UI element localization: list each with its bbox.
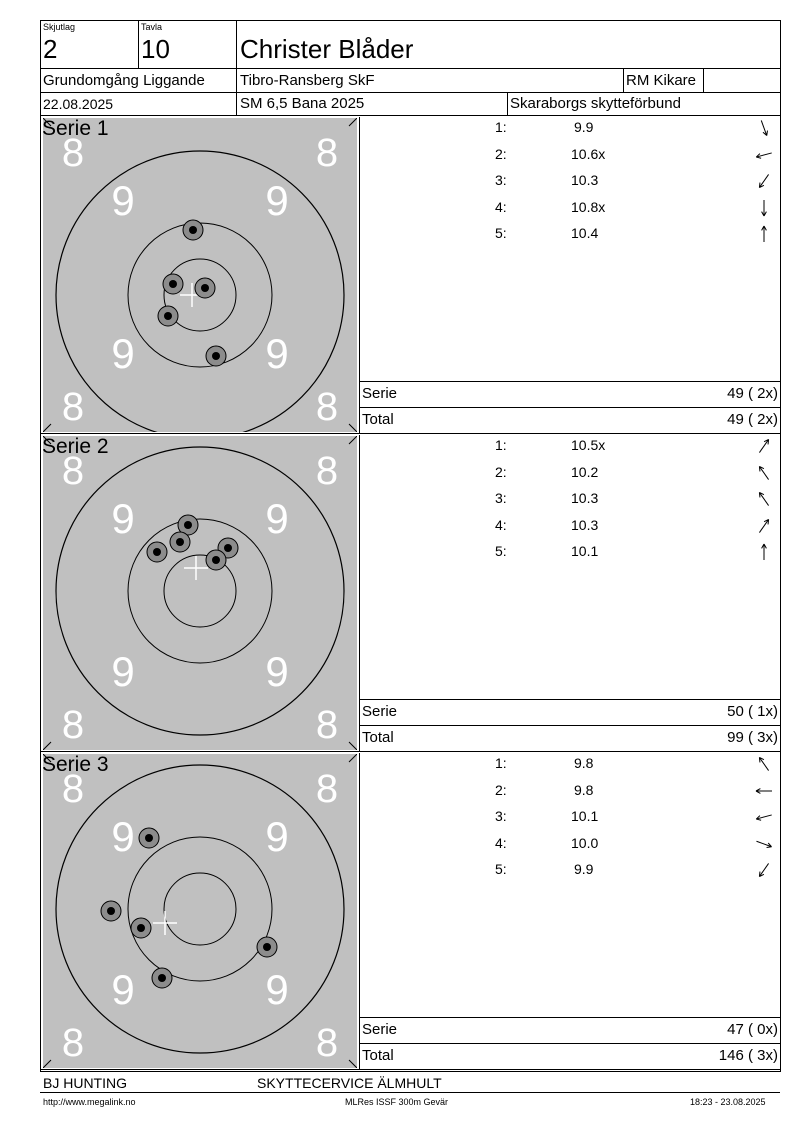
shot-mark-4 bbox=[158, 306, 178, 326]
label-8-tl: 8 bbox=[61, 449, 85, 493]
sponsor-left: BJ HUNTING bbox=[43, 1075, 127, 1091]
shot-value: 10.4 bbox=[571, 225, 599, 241]
direction-arrow-icon bbox=[753, 859, 775, 881]
label-8-bl: 8 bbox=[61, 703, 85, 747]
series-title: Serie 2 bbox=[42, 435, 109, 458]
class-name: Grundomgång Liggande bbox=[43, 72, 205, 89]
shot-mark-5 bbox=[206, 550, 226, 570]
target-background bbox=[43, 754, 357, 1068]
label-9-tr: 9 bbox=[265, 495, 289, 542]
skjutlag-value: 2 bbox=[43, 34, 58, 64]
direction-arrow-icon bbox=[753, 197, 775, 219]
shot-index: 2: bbox=[495, 145, 507, 162]
series-separator bbox=[40, 751, 780, 752]
shot-index: 3: bbox=[495, 490, 507, 506]
header-div-1 bbox=[138, 20, 139, 68]
shot-mark-3 bbox=[131, 918, 151, 938]
skjutlag-label: Skjutlag bbox=[43, 22, 76, 32]
direction-arrow-icon bbox=[753, 515, 775, 537]
series-divider bbox=[359, 753, 360, 1069]
shot-index: 4: bbox=[495, 834, 507, 851]
label-9-tr: 9 bbox=[265, 177, 289, 224]
shot-row bbox=[495, 437, 780, 457]
label-8-bl: 8 bbox=[61, 385, 85, 429]
direction-arrow-icon bbox=[753, 462, 775, 484]
label-9-tl: 9 bbox=[111, 177, 135, 224]
shot-index: 1: bbox=[495, 755, 507, 771]
label-9-br: 9 bbox=[265, 966, 289, 1013]
shot-mark-2 bbox=[163, 274, 183, 294]
serie-line bbox=[359, 699, 780, 700]
label-8-tl: 8 bbox=[61, 131, 85, 175]
shot-mark-4 bbox=[257, 937, 277, 957]
shooter-name: Christer Blåder bbox=[240, 34, 414, 64]
sponsor-right: SKYTTECERVICE ÄLMHULT bbox=[257, 1075, 442, 1091]
shot-value: 10.3 bbox=[571, 172, 599, 188]
label-9-bl: 9 bbox=[111, 648, 135, 695]
shot-row bbox=[495, 490, 780, 510]
shot-row bbox=[495, 835, 780, 855]
direction-arrow-icon bbox=[753, 117, 775, 139]
label-8-br: 8 bbox=[315, 703, 339, 747]
shot-row bbox=[495, 199, 780, 219]
direction-arrow-icon bbox=[753, 435, 775, 457]
direction-arrow-icon bbox=[753, 144, 775, 166]
total-line bbox=[359, 1043, 780, 1044]
shot-index: 3: bbox=[495, 808, 507, 824]
label-9-br: 9 bbox=[265, 330, 289, 377]
shot-mark-5 bbox=[206, 346, 226, 366]
direction-arrow-icon bbox=[753, 541, 775, 563]
shot-value: 9.9 bbox=[574, 119, 594, 135]
series-title: Serie 3 bbox=[42, 753, 109, 776]
series-divider bbox=[359, 435, 360, 751]
label-9-br: 9 bbox=[265, 648, 289, 695]
shot-row bbox=[495, 146, 780, 166]
footer-line-1 bbox=[40, 1071, 780, 1072]
series-title: Serie 1 bbox=[42, 117, 109, 140]
shot-value: 10.6x bbox=[571, 145, 606, 162]
shot-row bbox=[495, 861, 780, 881]
header-line-3 bbox=[40, 115, 780, 116]
target-background bbox=[43, 118, 357, 432]
total-label: Total bbox=[362, 1047, 394, 1064]
label-9-tl: 9 bbox=[111, 495, 135, 542]
shot-index: 5: bbox=[495, 225, 507, 241]
shot-index: 4: bbox=[495, 516, 507, 533]
serie-value: 47 ( 0x) bbox=[727, 1021, 778, 1038]
competition-name: SM 6,5 Bana 2025 bbox=[240, 95, 365, 112]
shot-row bbox=[495, 517, 780, 537]
shot-mark-2 bbox=[170, 532, 190, 552]
shot-row bbox=[495, 225, 780, 245]
shot-row bbox=[495, 172, 780, 192]
serie-label: Serie bbox=[362, 703, 398, 720]
shot-index: 1: bbox=[495, 119, 507, 135]
direction-arrow-icon bbox=[753, 488, 775, 510]
shot-row bbox=[495, 808, 780, 828]
serie-line bbox=[359, 381, 780, 382]
total-value: 49 ( 2x) bbox=[727, 411, 778, 428]
serie-label: Serie bbox=[362, 1021, 398, 1038]
shot-mark-1 bbox=[183, 220, 203, 240]
shot-index: 2: bbox=[495, 463, 507, 480]
label-8-bl: 8 bbox=[61, 1021, 85, 1065]
label-8-br: 8 bbox=[315, 1021, 339, 1065]
shot-value: 10.2 bbox=[571, 463, 599, 480]
direction-arrow-icon bbox=[753, 753, 775, 775]
shot-row bbox=[495, 464, 780, 484]
total-value: 146 ( 3x) bbox=[718, 1047, 778, 1064]
target-2 bbox=[43, 436, 357, 750]
total-line bbox=[359, 725, 780, 726]
series-divider bbox=[359, 117, 360, 433]
label-9-bl: 9 bbox=[111, 330, 135, 377]
shot-index: 5: bbox=[495, 543, 507, 559]
shot-row bbox=[495, 755, 780, 775]
serie-label: Serie bbox=[362, 385, 398, 402]
shot-value: 10.5x bbox=[571, 437, 606, 453]
shot-index: 1: bbox=[495, 437, 507, 453]
club-name: Tibro-Ransberg SkF bbox=[240, 72, 375, 89]
total-label: Total bbox=[362, 411, 394, 428]
shot-value: 9.9 bbox=[574, 861, 594, 877]
label-9-bl: 9 bbox=[111, 966, 135, 1013]
total-line bbox=[359, 407, 780, 408]
header-div-3 bbox=[623, 68, 624, 92]
shot-mark-1 bbox=[139, 828, 159, 848]
target-3 bbox=[43, 754, 357, 1068]
label-8-br: 8 bbox=[315, 385, 339, 429]
frame-left bbox=[40, 20, 41, 1072]
header-line-1 bbox=[40, 68, 780, 69]
direction-arrow-icon bbox=[753, 780, 775, 802]
shot-value: 10.1 bbox=[571, 543, 599, 559]
target-background bbox=[43, 436, 357, 750]
target-1 bbox=[43, 118, 357, 432]
shot-value: 10.3 bbox=[571, 516, 599, 533]
shot-value: 9.8 bbox=[574, 755, 594, 771]
serie-value: 50 ( 1x) bbox=[727, 703, 778, 720]
frame-right bbox=[780, 20, 781, 1072]
series-separator bbox=[40, 433, 780, 434]
shot-mark-3 bbox=[195, 278, 215, 298]
shot-value: 10.3 bbox=[571, 490, 599, 506]
direction-arrow-icon bbox=[753, 806, 775, 828]
footer-software: MLRes ISSF 300m Gevär bbox=[345, 1097, 449, 1107]
shot-row bbox=[495, 782, 780, 802]
shot-row bbox=[495, 543, 780, 563]
header-div-4 bbox=[703, 68, 704, 92]
direction-arrow-icon bbox=[753, 223, 775, 245]
total-value: 99 ( 3x) bbox=[727, 729, 778, 746]
label-9-tl: 9 bbox=[111, 813, 135, 860]
shot-value: 10.0 bbox=[571, 834, 599, 851]
sight-type: RM Kikare bbox=[626, 72, 697, 89]
shot-value: 10.8x bbox=[571, 198, 606, 215]
footer-url[interactable]: http://www.megalink.no bbox=[43, 1097, 136, 1107]
footer-timestamp: 18:23 - 23.08.2025 bbox=[690, 1097, 766, 1107]
header-line-2 bbox=[40, 92, 780, 93]
shot-value: 10.1 bbox=[571, 808, 599, 824]
frame-top bbox=[40, 20, 780, 21]
total-label: Total bbox=[362, 729, 394, 746]
label-8-tl: 8 bbox=[61, 767, 85, 811]
shot-value: 9.8 bbox=[574, 781, 594, 798]
tavla-label: Tavla bbox=[141, 22, 163, 32]
date: 22.08.2025 bbox=[43, 96, 114, 112]
footer-line-2 bbox=[40, 1092, 780, 1093]
label-9-tr: 9 bbox=[265, 813, 289, 860]
header-div-2 bbox=[236, 20, 237, 115]
tavla-value: 10 bbox=[141, 34, 170, 64]
federation-name: Skaraborgs skytteförbund bbox=[510, 95, 681, 112]
direction-arrow-icon bbox=[753, 170, 775, 192]
shot-mark-5 bbox=[152, 968, 172, 988]
header-div-5 bbox=[507, 92, 508, 115]
series-separator bbox=[40, 1069, 780, 1070]
shot-row bbox=[495, 119, 780, 139]
shot-mark-3 bbox=[147, 542, 167, 562]
shot-index: 2: bbox=[495, 781, 507, 798]
direction-arrow-icon bbox=[753, 833, 775, 855]
shot-index: 4: bbox=[495, 198, 507, 215]
label-8-tr: 8 bbox=[315, 767, 339, 811]
shot-index: 5: bbox=[495, 861, 507, 877]
shot-mark-2 bbox=[101, 901, 121, 921]
serie-value: 49 ( 2x) bbox=[727, 385, 778, 402]
shot-index: 3: bbox=[495, 172, 507, 188]
serie-line bbox=[359, 1017, 780, 1018]
label-8-tr: 8 bbox=[315, 131, 339, 175]
label-8-tr: 8 bbox=[315, 449, 339, 493]
